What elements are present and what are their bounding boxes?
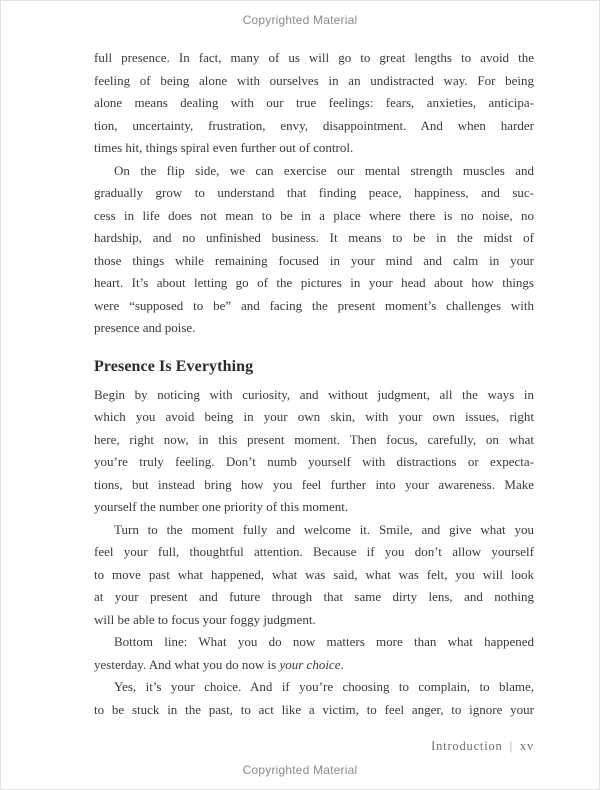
body-text: those things while remaining focused in your mind and calm in your — [94, 252, 534, 268]
paragraph — [94, 631, 534, 676]
body-text: hardship, and no unfinished business. It means to be in the midst of — [94, 230, 534, 245]
body-text: gradually grow to understand that finding peace, happiness, and suc- — [94, 185, 534, 200]
text-line — [94, 609, 534, 632]
text-line — [94, 47, 534, 70]
body-text: Yes, it’s your choice. And if you’re choosing to complain, to blame, — [114, 679, 534, 694]
body-text: heart. It’s about letting go of the pictures in your head about how things — [94, 275, 534, 290]
text-line — [94, 384, 534, 407]
text-line — [94, 541, 534, 564]
text-line — [94, 451, 534, 474]
body-text: On the flip side, we can exercise our mental strength muscles and — [114, 162, 534, 178]
body-text: were “supposed to be” and facing the present moment’s challenges with — [94, 297, 534, 313]
footer-section-label: Introduction — [431, 739, 503, 753]
text-line — [94, 564, 534, 587]
text-line — [94, 676, 534, 699]
body-text: tion, uncertainty, frustration, envy, disappointment. And when harder — [94, 117, 534, 133]
text-line — [94, 474, 534, 497]
text-line — [94, 227, 534, 250]
paragraph — [94, 160, 534, 340]
text-line — [94, 92, 534, 115]
text-line — [94, 272, 534, 295]
body-text: here, right now, in this present moment. Then focus, carefully, on what — [94, 431, 534, 447]
text-line — [94, 496, 534, 519]
body-text: Begin by noticing with curiosity, and without judgment, all the ways in — [94, 386, 534, 402]
text-block — [94, 47, 534, 721]
text-line — [94, 205, 534, 228]
body-text: . — [340, 656, 344, 672]
paragraph — [94, 676, 534, 721]
italic-text: your choice — [279, 656, 341, 672]
body-text: Bottom line: What you do now matters more than what happened — [114, 634, 534, 649]
text-line — [94, 429, 534, 452]
body-text: yesterday. And what you do now is — [94, 656, 280, 672]
body-text: yourself the number one priority of this moment. — [94, 499, 349, 514]
body-text: feeling of being alone with ourselves in an undistracted way. For being — [94, 72, 534, 88]
copyright-notice-bottom: Copyrighted Material — [242, 763, 358, 777]
body-text: cess in life does not mean to be in a place where there is no noise, no — [94, 207, 534, 223]
body-text: full presence. In fact, many of us will go to great lengths to avoid the — [94, 50, 534, 65]
text-line — [94, 586, 534, 609]
body-text: Turn to the moment fully and welcome it. Smile, and give what you — [114, 521, 534, 537]
body-text: times hit, things spiral even further out of control. — [94, 140, 354, 155]
text-line — [94, 631, 534, 654]
body-text: tions, but instead bring how you feel further into your awareness. Make — [94, 476, 534, 492]
body-text: alone means dealing with our true feelings: fears, anxieties, anticipa- — [94, 95, 534, 110]
paragraph — [94, 384, 534, 519]
copyright-notice-top: Copyrighted Material — [242, 13, 358, 27]
section-heading: Presence Is Everything — [94, 357, 254, 375]
text-line — [94, 160, 534, 183]
body-text: which you avoid being in your own skin, with your own issues, right — [94, 409, 534, 424]
text-line — [94, 699, 534, 722]
text-line — [94, 406, 534, 429]
paragraph — [94, 47, 534, 160]
body-text: presence and poise. — [94, 320, 196, 335]
body-text: feel your full, thoughtful attention. Because if you don’t allow yourself — [94, 544, 534, 559]
text-line — [94, 137, 534, 160]
text-line — [94, 182, 534, 205]
text-line — [94, 519, 534, 542]
body-text: at your present and future through that same dirty lens, and nothing — [94, 589, 534, 604]
footer-separator: | — [509, 739, 513, 753]
text-line — [94, 295, 534, 318]
page-footer — [94, 739, 534, 754]
body-text: to be stuck in the past, to act like a victim, to feel anger, to ignore your — [94, 701, 534, 717]
body-text: to move past what happened, what was said, what was felt, you will look — [94, 566, 534, 582]
body-text: you’re truly feeling. Don’t numb yourself with distractions or expecta- — [94, 454, 534, 469]
text-line — [94, 317, 534, 340]
body-text: will be able to focus your foggy judgment. — [94, 611, 316, 627]
text-line — [94, 654, 534, 677]
footer-page-number: xv — [519, 739, 534, 753]
paragraph — [94, 519, 534, 632]
text-line — [94, 250, 534, 273]
text-line — [94, 70, 534, 93]
text-line — [94, 115, 534, 138]
